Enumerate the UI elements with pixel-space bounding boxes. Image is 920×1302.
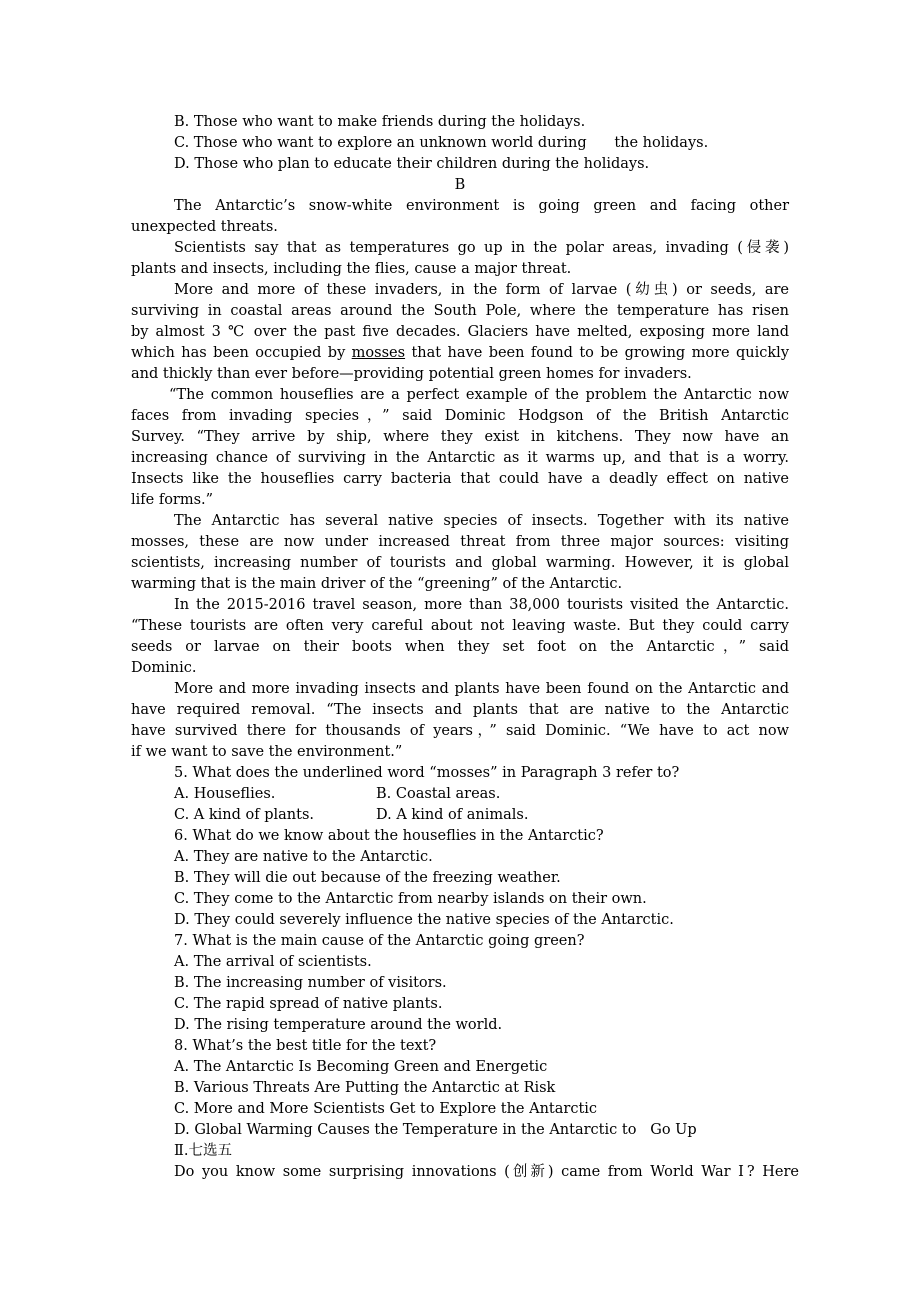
- text-line: life forms.”: [131, 492, 214, 508]
- option-a: A. They are native to the Antarctic.: [174, 849, 433, 865]
- section-2-label: Ⅱ.七选五: [174, 1143, 232, 1159]
- text-segment: that have been found to be growing more quickly: [411, 345, 790, 361]
- text-line: The Antarctic has several native species of insects. Together with its native: [174, 513, 789, 529]
- section-label: B: [454, 177, 466, 193]
- underlined-word: mosses: [351, 345, 406, 361]
- text-line: More and more of these invaders, in the form of larvae (幼虫) or seeds, are: [174, 282, 789, 298]
- option-a: A. Houseflies.: [174, 786, 276, 802]
- paragraph-4: [131, 385, 789, 511]
- option-c: C. The rapid spread of native plants.: [174, 996, 443, 1012]
- option-d: D. The rising temperature around the world.: [174, 1017, 503, 1033]
- option-row: [131, 784, 789, 805]
- text-line: faces from invading species，” said Dominic Hodgson of the British Antarctic: [131, 408, 789, 424]
- option-b: B. Coastal areas.: [376, 786, 501, 802]
- option-a: A. The Antarctic Is Becoming Green and Energetic: [174, 1059, 548, 1075]
- text-line: Dominic.: [131, 660, 197, 676]
- section-2-intro: Do you know some surprising innovations (创新) came from World War Ⅰ? Here: [174, 1164, 799, 1180]
- question-7: [131, 931, 789, 1036]
- option-c: C. More and More Scientists Get to Explore the Antarctic: [174, 1101, 598, 1117]
- text-line: “The common houseflies are a perfect example of the problem the Antarctic now: [169, 387, 789, 403]
- option-c: C. They come to the Antarctic from nearby islands on their own.: [174, 891, 647, 907]
- option-c: C. A kind of plants.: [174, 807, 315, 823]
- paragraph-6: [131, 595, 789, 679]
- text-line: have required removal. “The insects and plants that are native to the Antarctic: [131, 702, 789, 718]
- option-b: B. Those who want to make friends during the holidays.: [174, 114, 586, 130]
- text-line: seeds or larvae on their boots when they set foot on the Antarctic，” said: [131, 639, 789, 655]
- question-stem: 6. What do we know about the houseflies in the Antarctic?: [174, 828, 604, 844]
- option-d: D. Global Warming Causes the Temperature in the Antarctic to Go Up: [174, 1122, 697, 1138]
- text-line: More and more invading insects and plants have been found on the Antarctic and: [174, 681, 789, 697]
- text-line: Insects like the houseflies carry bacteria that could have a deadly effect on native: [131, 471, 789, 487]
- question-6: [131, 826, 789, 931]
- option-d: D. A kind of animals.: [376, 807, 529, 823]
- paragraph-1: [131, 196, 789, 238]
- text-line: increasing chance of surviving in the Antarctic as it warms up, and that is a worry.: [131, 450, 789, 466]
- text-line: Scientists say that as temperatures go up in the polar areas, invading (侵袭): [174, 240, 789, 256]
- paragraph-5: [131, 511, 789, 595]
- text-line: and thickly than ever before—providing potential green homes for invaders.: [131, 366, 692, 382]
- text-line: have survived there for thousands of years，” said Dominic. “We have to act now: [131, 723, 789, 739]
- option-b: B. The increasing number of visitors.: [174, 975, 447, 991]
- text-line: unexpected threats.: [131, 219, 278, 235]
- question-stem: 7. What is the main cause of the Antarctic going green?: [174, 933, 585, 949]
- option-a: A. The arrival of scientists.: [174, 954, 372, 970]
- document-page: [131, 112, 799, 1183]
- text-line: warming that is the main driver of the “greening” of the Antarctic.: [131, 576, 623, 592]
- text-line: mosses, these are now under increased threat from three major sources: visiting: [131, 534, 789, 550]
- text-line: “These tourists are often very careful about not leaving waste. But they could carry: [131, 618, 789, 634]
- text-line: plants and insects, including the flies, cause a major threat.: [131, 261, 572, 277]
- text-line: surviving in coastal areas around the South Pole, where the temperature has risen: [131, 303, 789, 319]
- text-line: by almost 3 ℃ over the past five decades. Glaciers have melted, exposing more land: [131, 324, 789, 340]
- text-line: Survey. “They arrive by ship, where they exist in kitchens. They now have an: [131, 429, 789, 445]
- paragraph-7: [131, 679, 789, 763]
- option-b: B. They will die out because of the freezing weather.: [174, 870, 561, 886]
- question-stem: 8. What’s the best title for the text?: [174, 1038, 437, 1054]
- option-d: D. Those who plan to educate their children during the holidays.: [174, 156, 650, 172]
- option-b: B. Various Threats Are Putting the Antarctic at Risk: [174, 1080, 556, 1096]
- question-8: [131, 1036, 789, 1141]
- option-d: D. They could severely influence the native species of the Antarctic.: [174, 912, 674, 928]
- paragraph-3: [131, 280, 789, 385]
- question-stem: 5. What does the underlined word “mosses” in Paragraph 3 refer to?: [174, 765, 680, 781]
- option-c: C. Those who want to explore an unknown world during the holidays.: [174, 135, 709, 151]
- text-line-with-underline: [131, 343, 789, 364]
- option-row: [131, 805, 789, 826]
- question-5: [131, 763, 789, 826]
- text-line: In the 2015-2016 travel season, more than 38,000 tourists visited the Antarctic.: [174, 597, 789, 613]
- text-line: if we want to save the environment.”: [131, 744, 403, 760]
- paragraph-2: [131, 238, 789, 280]
- text-segment: which has been occupied by: [131, 345, 352, 361]
- text-line: The Antarctic’s snow-white environment is going green and facing other: [174, 198, 789, 214]
- text-line: scientists, increasing number of tourists and global warming. However, it is global: [131, 555, 789, 571]
